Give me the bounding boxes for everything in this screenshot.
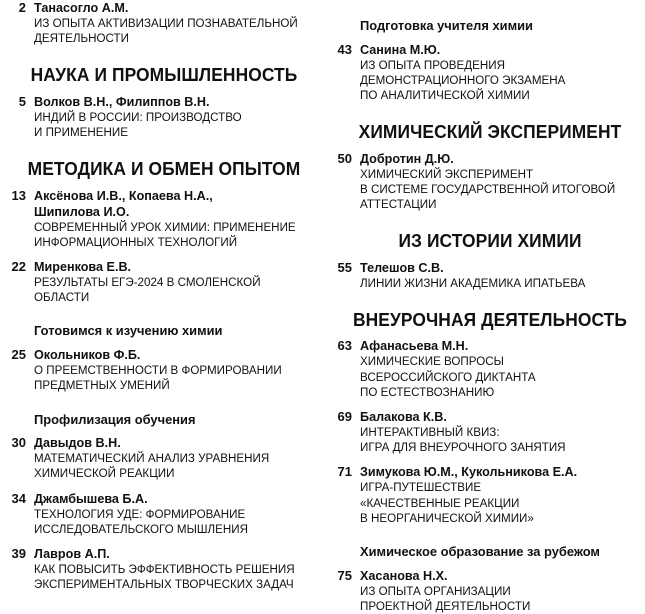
toc-entry[interactable] [6,491,312,537]
toc-entry[interactable] [6,347,312,393]
toc-entry[interactable] [6,188,312,250]
entry-title-line[interactable]: ОБЛАСТИ [34,290,90,305]
entry-author-line2[interactable]: Шипилова И.О. [34,203,130,219]
entry-title-line[interactable]: «КАЧЕСТВЕННЫЕ РЕАКЦИИ [360,495,520,510]
toc-entry[interactable] [330,568,636,614]
entry-author[interactable]: Миренкова Е.В. [34,259,132,275]
entry-page-number[interactable]: 34 [11,490,26,506]
entry-title-line[interactable]: ПО ЕСТЕСТВОЗНАНИЮ [360,384,495,399]
toc-entry[interactable] [330,409,636,455]
entry-title-line[interactable]: МАТЕМАТИЧЕСКИЙ АНАЛИЗ УРАВНЕНИЯ [34,451,270,466]
entry-title-line[interactable]: И ПРИМЕНЕНИЕ [34,125,129,140]
entry-author[interactable]: Зимукова Ю.М., Кукольникова Е.А. [360,464,578,480]
toc-entry[interactable] [330,42,636,104]
entry-title-line[interactable]: СОВРЕМЕННЫЙ УРОК ХИМИИ: ПРИМЕНЕНИЕ [34,219,296,234]
entry-title-line[interactable]: ДЕМОНСТРАЦИОННОГО ЭКЗАМЕНА [360,72,566,87]
entry-author[interactable]: Окольников Ф.Б. [34,347,141,363]
entry-title-line[interactable]: ИГРА-ПУТЕШЕСТВИЕ [360,480,482,495]
section-heading: МЕТОДИКА И ОБМЕН ОПЫТОМ [27,158,301,180]
toc-entry[interactable] [6,94,312,140]
section-heading: НАУКА И ПРОМЫШЛЕННОСТЬ [30,64,298,86]
entry-title-line[interactable]: ПРЕДМЕТНЫХ УМЕНИЙ [34,378,170,393]
entry-body [352,338,636,400]
entry-body [26,0,312,46]
toc-entry[interactable] [330,464,636,526]
entry-body [352,464,636,526]
entry-title-line[interactable]: В НЕОРГАНИЧЕСКОЙ ХИМИИ» [360,510,534,525]
entry-page-number[interactable]: 63 [337,338,352,354]
entry-page-number[interactable]: 55 [337,259,352,275]
entry-author[interactable]: Афанасьева М.Н. [360,338,469,354]
entry-title-line[interactable]: ХИМИЧЕСКОЙ РЕАКЦИИ [34,466,175,481]
entry-body [352,568,636,614]
entry-title-line[interactable]: ЛИНИИ ЖИЗНИ АКАДЕМИКА ИПАТЬЕВА [360,275,586,290]
entry-body [26,491,312,537]
entry-title-line[interactable]: ИНФОРМАЦИОННЫХ ТЕХНОЛОГИЙ [34,234,238,249]
entry-author[interactable]: Хасанова Н.Х. [360,567,448,583]
entry-author[interactable]: Добротин Д.Ю. [360,150,454,166]
toc-entry[interactable] [6,435,312,481]
entry-title-line[interactable]: ВСЕРОССИЙСКОГО ДИКТАНТА [360,369,536,384]
entry-page-number[interactable]: 25 [11,347,26,363]
toc-entry[interactable] [330,151,636,213]
entry-title-line[interactable]: ИССЛЕДОВАТЕЛЬСКОГО МЫШЛЕНИЯ [34,521,249,536]
entry-author[interactable]: Танасогло А.М. [34,0,129,15]
entry-body [26,259,312,305]
entry-title-line[interactable]: ИЗ ОПЫТА ПРОВЕДЕНИЯ [360,57,505,72]
entry-page-number[interactable]: 5 [18,93,26,109]
entry-page-number[interactable]: 71 [337,464,352,480]
section-heading: ВНЕУРОЧНАЯ ДЕЯТЕЛЬНОСТЬ [352,308,628,330]
entry-author[interactable]: Волков В.Н., Филиппов В.Н. [34,93,210,109]
entry-author[interactable]: Аксёнова И.В., Копаева Н.А., [34,187,213,203]
toc-entry[interactable] [330,260,636,291]
entry-title-line[interactable]: ПО АНАЛИТИЧЕСКОЙ ХИМИИ [360,88,530,103]
entry-page-number[interactable]: 22 [11,259,26,275]
entry-title-line[interactable]: ПРОЕКТНОЙ ДЕЯТЕЛЬНОСТИ [360,598,531,613]
section-heading: ХИМИЧЕСКИЙ ЭКСПЕРИМЕНТ [358,121,622,143]
entry-page-number[interactable]: 75 [337,567,352,583]
entry-title-line[interactable]: ИГРА ДЛЯ ВНЕУРОЧНОГО ЗАНЯТИЯ [360,440,566,455]
entry-body [26,188,312,250]
entry-title-line[interactable]: ИЗ ОПЫТА ОРГАНИЗАЦИИ [360,583,511,598]
entry-page-number[interactable]: 30 [11,435,26,451]
toc-entry[interactable] [6,0,312,46]
entry-title-line[interactable]: ХИМИЧЕСКИЕ ВОПРОСЫ [360,354,504,369]
entry-author[interactable]: Давыдов В.Н. [34,435,121,451]
toc-entry[interactable] [6,546,312,592]
entry-body [352,409,636,455]
entry-author[interactable]: Санина М.Ю. [360,41,441,57]
entry-page-number[interactable]: 69 [337,408,352,424]
entry-page-number[interactable]: 13 [11,187,26,203]
sub-heading: Химическое образование за рубежом [360,543,600,559]
sub-heading: Профилизация обучения [34,411,196,427]
entry-body [26,94,312,140]
entry-body [352,151,636,213]
entry-page-number[interactable]: 2 [18,0,26,15]
sub-heading: Готовимся к изучению химии [34,323,223,339]
entry-title-line[interactable]: ТЕХНОЛОГИЯ УДЕ: ФОРМИРОВАНИЕ [34,506,246,521]
toc-entry[interactable] [330,338,636,400]
entry-body [352,42,636,104]
entry-author[interactable]: Лавров А.П. [34,545,110,561]
entry-body [26,347,312,393]
entry-title-line[interactable]: ИЗ ОПЫТА АКТИВИЗАЦИИ ПОЗНАВАТЕЛЬНОЙ [34,16,298,30]
entry-body [26,435,312,481]
section-heading: ИЗ ИСТОРИИ ХИМИИ [398,230,582,252]
entry-title-line[interactable]: АТТЕСТАЦИИ [360,197,437,212]
entry-body [352,260,636,291]
entry-title-line[interactable]: РЕЗУЛЬТАТЫ ЕГЭ-2024 В СМОЛЕНСКОЙ [34,275,261,290]
toc-entry[interactable] [6,259,312,305]
entry-title-line[interactable]: ДЕЯТЕЛЬНОСТИ [34,31,129,46]
entry-title-line[interactable]: КАК ПОВЫСИТЬ ЭФФЕКТИВНОСТЬ РЕШЕНИЯ [34,561,295,576]
entry-author[interactable]: Джамбышева Б.А. [34,490,148,506]
entry-page-number[interactable]: 39 [11,545,26,561]
toc-column-right [322,0,644,613]
entry-page-number[interactable]: 43 [337,41,352,57]
entry-author[interactable]: Балакова К.В. [360,408,447,424]
entry-title-line[interactable]: ХИМИЧЕСКИЙ ЭКСПЕРИМЕНТ [360,166,534,181]
entry-title-line[interactable]: ЭКСПЕРИМЕНТАЛЬНЫХ ТВОРЧЕСКИХ ЗАДАЧ [34,577,294,592]
entry-title-line[interactable]: О ПРЕЕМСТВЕННОСТИ В ФОРМИРОВАНИИ [34,363,282,378]
toc-column-left [0,0,322,600]
entry-title-line[interactable]: В СИСТЕМЕ ГОСУДАРСТВЕННОЙ ИТОГОВОЙ [360,181,616,196]
entry-author[interactable]: Телешов С.В. [360,259,444,275]
entry-title-line[interactable]: ИНДИЙ В РОССИИ: ПРОИЗВОДСТВО [34,109,242,124]
sub-heading: Подготовка учителя химии [360,18,533,33]
entry-title-line[interactable]: ИНТЕРАКТИВНЫЙ КВИЗ: [360,424,500,439]
entry-body [26,546,312,592]
entry-page-number[interactable]: 50 [337,150,352,166]
